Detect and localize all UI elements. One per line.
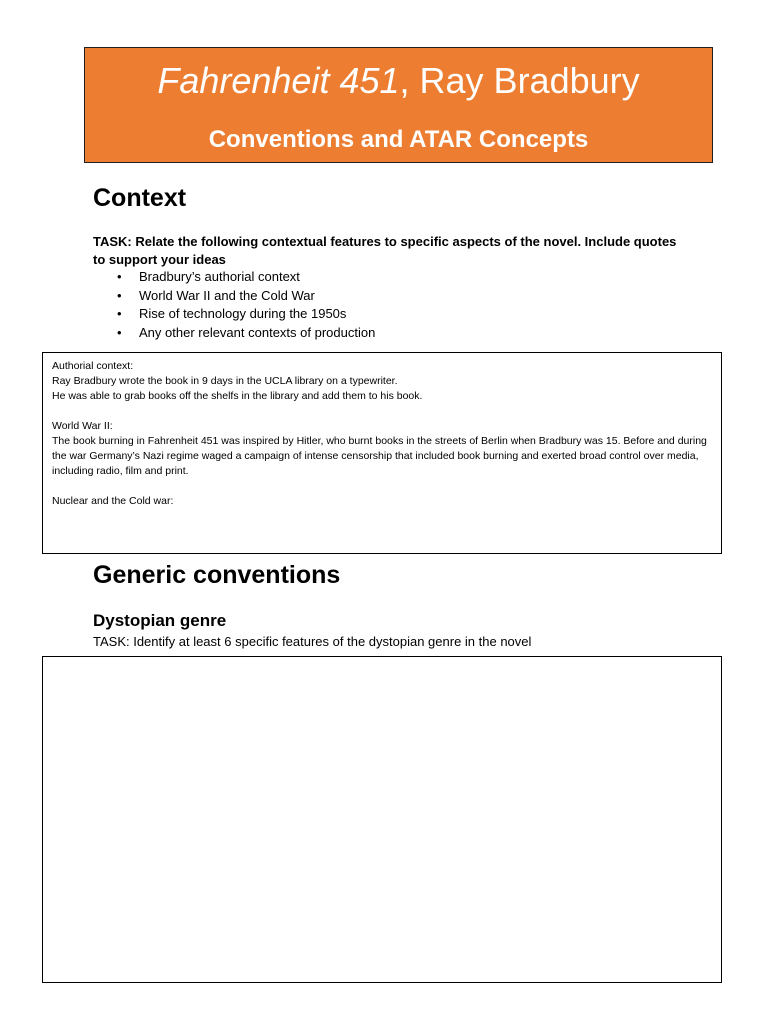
context-bullet-list bbox=[93, 268, 375, 342]
ww2-text: The book burning in Fahrenheit 451 was inspired by Hitler, who burnt books in the streets of Berlin when Bradbury was 15. Before and during the war Germany’s Nazi regime waged a campaign of intense censorship that included book burning and exerted broad control over media, including radio, film and print. bbox=[52, 435, 707, 477]
title-banner bbox=[84, 47, 713, 163]
context-answer-text bbox=[52, 359, 712, 509]
list-item: • Rise of technology during the 1950s bbox=[93, 305, 375, 324]
document-subtitle: Conventions and ATAR Concepts bbox=[208, 126, 589, 153]
bullet-icon: • bbox=[117, 306, 122, 321]
authorial-label: Authorial context: bbox=[52, 360, 134, 372]
bullet-icon: • bbox=[117, 269, 122, 284]
context-answer-box[interactable] bbox=[42, 352, 722, 554]
dystopian-answer-box[interactable] bbox=[42, 656, 722, 983]
document-title bbox=[85, 58, 712, 104]
list-item: • Bradbury’s authorial context bbox=[93, 268, 375, 287]
ww2-label: World War II: bbox=[52, 420, 113, 432]
coldwar-label: Nuclear and the Cold war: bbox=[52, 495, 174, 507]
list-item: • Any other relevant contexts of production bbox=[93, 324, 375, 343]
dystopian-task: TASK: Identify at least 6 specific features of the dystopian genre in the novel bbox=[93, 634, 532, 649]
dystopian-genre-heading: Dystopian genre bbox=[93, 611, 227, 630]
context-heading: Context bbox=[93, 184, 187, 212]
book-title: Fahrenheit 451 bbox=[157, 60, 400, 101]
bullet-icon: • bbox=[117, 324, 122, 340]
list-item: • World War II and the Cold War bbox=[93, 287, 375, 306]
author-name: , Ray Bradbury bbox=[399, 60, 640, 101]
bullet-icon: • bbox=[117, 287, 122, 303]
authorial-line: Ray Bradbury wrote the book in 9 days in the UCLA library on a typewriter. bbox=[52, 375, 398, 387]
generic-conventions-heading: Generic conventions bbox=[93, 561, 341, 589]
context-task: TASK: Relate the following contextual features to specific aspects of the novel. Include quotes to support your ideas bbox=[93, 234, 677, 267]
authorial-line: He was able to grab books off the shelfs in the library and add them to his book. bbox=[52, 390, 423, 402]
